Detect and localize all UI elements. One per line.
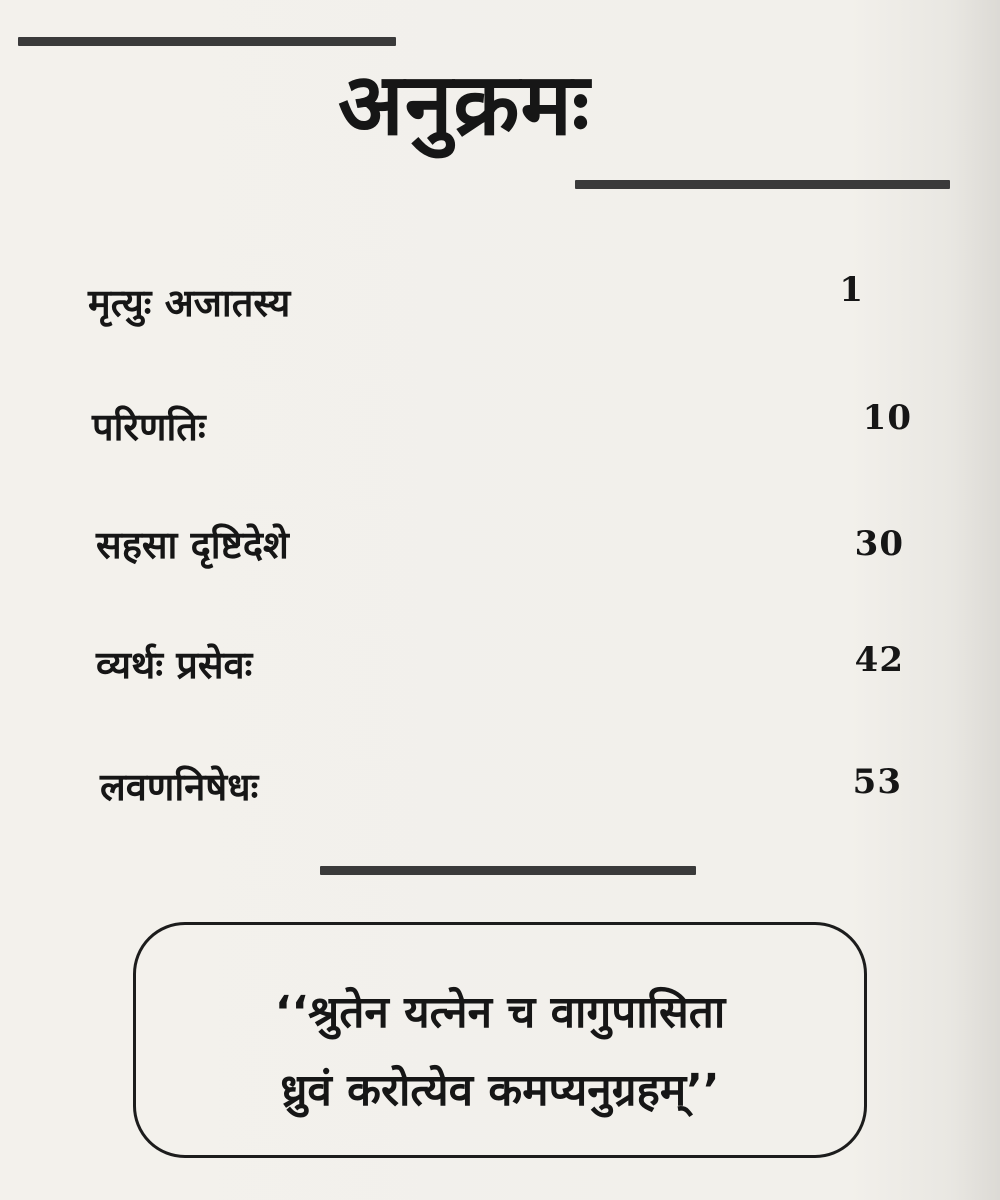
toc-entry-title: सहसा दृष्टिदेशे (96, 523, 289, 567)
quote-box (133, 922, 867, 1158)
toc-entry (80, 392, 910, 452)
quote-line-2: ध्रुवं करोत्येव कमप्यनुग्रहम्’’ (280, 1065, 720, 1116)
toc-entry-title: लवणनिषेधः (100, 765, 259, 809)
quote-line-1: ‘‘श्रुतेन यत्नेन च वागुपासिता (274, 987, 726, 1038)
section-divider-rule (320, 866, 696, 875)
toc-entry-page-number: 53 (852, 762, 902, 802)
toc-entry (80, 752, 910, 812)
toc-entry-page-number: 1 (839, 270, 864, 310)
toc-entry-title: व्यर्थः प्रसेवः (96, 643, 253, 687)
toc-entry (80, 510, 910, 570)
toc-entry (80, 268, 910, 328)
toc-entry-title: परिणतिः (92, 405, 206, 449)
toc-entry-title: मृत्युः अजातस्य (88, 281, 291, 325)
toc-entry-page-number: 10 (862, 398, 912, 438)
toc-entry-page-number: 42 (854, 640, 904, 680)
page-title: अनुक्रमः (338, 55, 591, 155)
toc-entry-page-number: 30 (854, 524, 904, 564)
toc-entry (80, 630, 910, 690)
